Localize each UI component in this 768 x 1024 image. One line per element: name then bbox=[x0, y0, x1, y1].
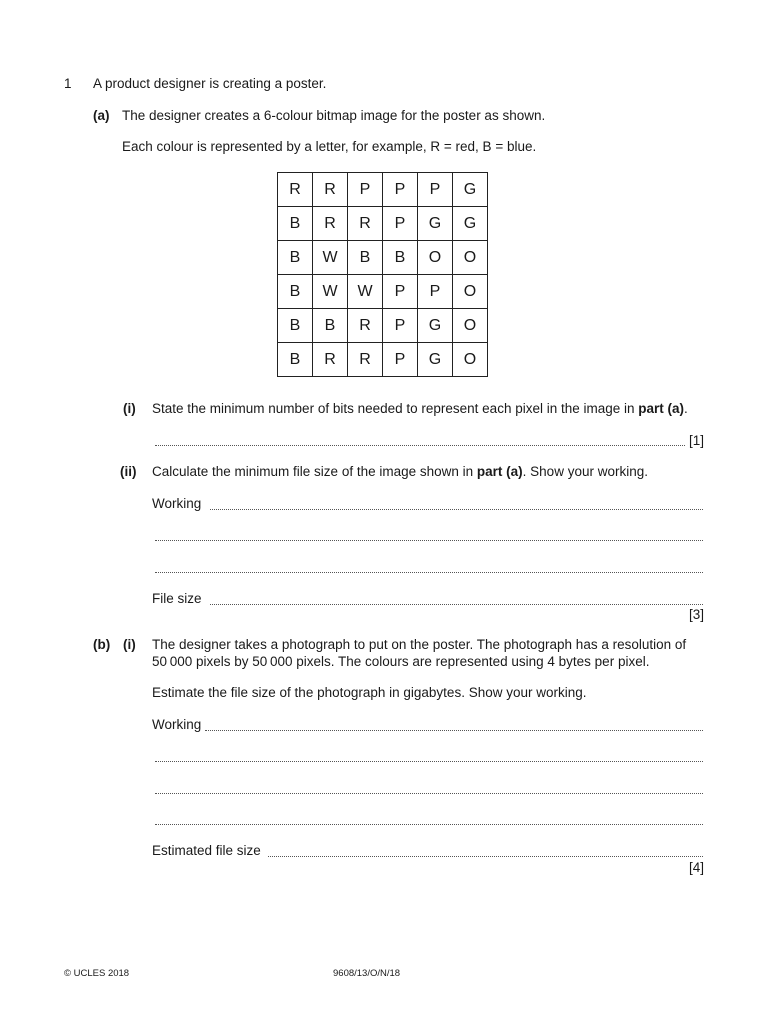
footer-code: 9608/13/O/N/18 bbox=[333, 968, 401, 979]
part-a-ii-label: (ii) bbox=[120, 464, 137, 479]
grid-cell: B bbox=[278, 309, 313, 343]
grid-cell: P bbox=[348, 173, 383, 207]
grid-cell: P bbox=[383, 173, 418, 207]
grid-cell: G bbox=[418, 309, 453, 343]
working-label-b-i: Working bbox=[152, 717, 202, 732]
mark-a-i: [1] bbox=[688, 433, 704, 448]
grid-cell: P bbox=[383, 207, 418, 241]
working-line-b-i-3[interactable] bbox=[155, 793, 703, 794]
working-line-a-ii-2[interactable] bbox=[155, 540, 703, 541]
part-b-i-instruction: Estimate the file size of the photograph in gigabytes. Show your working. bbox=[152, 685, 587, 700]
colour-note: Each colour is represented by a letter, for example, R = red, B = blue. bbox=[122, 139, 537, 154]
estimated-file-size-line[interactable] bbox=[268, 856, 703, 857]
grid-cell: R bbox=[313, 343, 348, 377]
estimated-file-size-label: Estimated file size bbox=[152, 843, 261, 858]
mark-b-i: [4] bbox=[688, 860, 704, 875]
grid-cell: O bbox=[453, 343, 488, 377]
grid-cell: P bbox=[418, 173, 453, 207]
working-line-a-ii-3[interactable] bbox=[155, 572, 703, 573]
part-a-text: The designer creates a 6-colour bitmap image for the poster as shown. bbox=[122, 108, 546, 123]
grid-row bbox=[278, 241, 488, 275]
grid-cell: G bbox=[418, 343, 453, 377]
grid-cell: O bbox=[418, 241, 453, 275]
grid-cell: O bbox=[453, 241, 488, 275]
working-line-b-i-1[interactable] bbox=[205, 730, 703, 731]
grid-cell: P bbox=[383, 309, 418, 343]
grid-cell: G bbox=[453, 207, 488, 241]
bitmap-grid bbox=[277, 172, 488, 377]
grid-cell: G bbox=[418, 207, 453, 241]
file-size-label: File size bbox=[152, 591, 202, 606]
part-a-i-label: (i) bbox=[123, 401, 136, 416]
grid-cell: R bbox=[348, 309, 383, 343]
part-b-i-line1: The designer takes a photograph to put on the poster. The photograph has a resolution of bbox=[152, 637, 687, 652]
mark-a-ii: [3] bbox=[688, 607, 704, 622]
grid-cell: W bbox=[313, 241, 348, 275]
grid-cell: B bbox=[313, 309, 348, 343]
grid-cell: B bbox=[278, 275, 313, 309]
grid-cell: B bbox=[383, 241, 418, 275]
grid-cell: R bbox=[278, 173, 313, 207]
grid-row bbox=[278, 173, 488, 207]
grid-cell: B bbox=[348, 241, 383, 275]
footer-copyright: © UCLES 2018 bbox=[64, 968, 130, 979]
file-size-line[interactable] bbox=[210, 604, 703, 605]
part-b-i-label: (i) bbox=[123, 637, 136, 652]
part-a-label: (a) bbox=[93, 108, 110, 123]
grid-cell: W bbox=[313, 275, 348, 309]
answer-line-a-i[interactable] bbox=[155, 445, 685, 446]
working-line-a-ii-1[interactable] bbox=[210, 509, 703, 510]
grid-cell: G bbox=[453, 173, 488, 207]
part-b-label: (b) bbox=[93, 637, 111, 652]
working-label-a-ii: Working bbox=[152, 496, 202, 511]
grid-cell: B bbox=[278, 343, 313, 377]
grid-cell: O bbox=[453, 309, 488, 343]
grid-row bbox=[278, 309, 488, 343]
grid-cell: O bbox=[453, 275, 488, 309]
grid-row bbox=[278, 275, 488, 309]
working-line-b-i-4[interactable] bbox=[155, 824, 703, 825]
grid-cell: P bbox=[383, 275, 418, 309]
grid-cell: P bbox=[383, 343, 418, 377]
part-b-i-line2: 50 000 pixels by 50 000 pixels. The colours are represented using 4 bytes per pixel. bbox=[152, 654, 650, 669]
grid-cell: R bbox=[313, 173, 348, 207]
grid-row bbox=[278, 343, 488, 377]
grid-cell: R bbox=[348, 343, 383, 377]
question-number: 1 bbox=[64, 76, 72, 91]
grid-row bbox=[278, 207, 488, 241]
grid-cell: B bbox=[278, 207, 313, 241]
part-a-i-text: State the minimum number of bits needed to represent each pixel in the image in part (a). bbox=[152, 401, 688, 416]
working-line-b-i-2[interactable] bbox=[155, 761, 703, 762]
grid-cell: R bbox=[313, 207, 348, 241]
grid-cell: B bbox=[278, 241, 313, 275]
grid-cell: W bbox=[348, 275, 383, 309]
grid-cell: P bbox=[418, 275, 453, 309]
grid-cell: R bbox=[348, 207, 383, 241]
question-intro: A product designer is creating a poster. bbox=[93, 76, 327, 91]
part-a-ii-text: Calculate the minimum file size of the image shown in part (a). Show your working. bbox=[152, 464, 648, 479]
